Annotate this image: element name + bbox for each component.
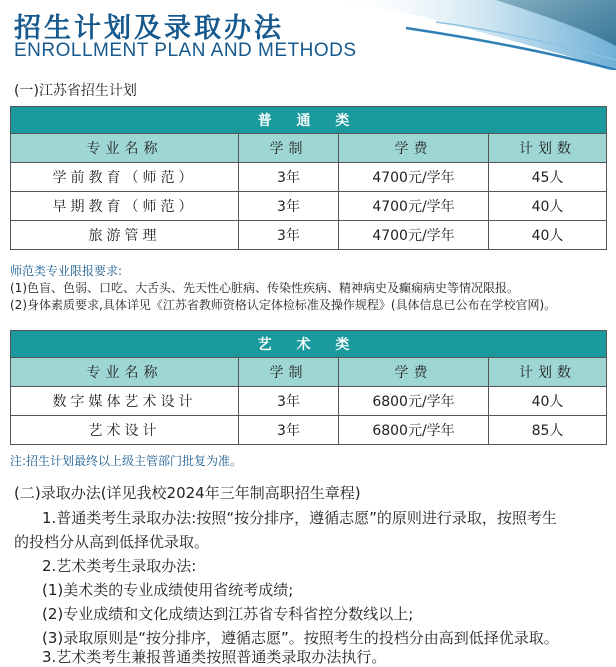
col-quota: 计划数 <box>489 134 607 163</box>
note-line-2: (2)身体素质要求,具体详见《江苏省教师资格认定体检标准及操作规程》(具体信息已公布在学校官网)。 <box>10 298 557 312</box>
general-plan-table <box>10 106 607 250</box>
cell-fee: 6800元/学年 <box>339 416 489 445</box>
header-row <box>11 134 607 163</box>
notes-title: 师范类专业限报要求: <box>10 264 123 278</box>
col-quota: 计划数 <box>489 358 607 387</box>
header-row <box>11 358 607 387</box>
page-title: 招生计划及录取办法 <box>14 13 284 44</box>
rule-art-3: (3)录取原则是“按分排序，遵循志愿”。按照考生的投档分由高到低择优录取。 <box>42 629 559 647</box>
table-row <box>11 192 607 221</box>
rule-art-2: (2)专业成绩和文化成绩达到江苏省专科省控分数线以上; <box>42 605 414 623</box>
plan-footnote: 注:招生计划最终以上级主管部门批复为准。 <box>10 454 243 468</box>
cell-quota: 40人 <box>489 221 607 250</box>
table-row <box>11 221 607 250</box>
category-art: 艺 术 类 <box>11 331 607 358</box>
section-2-title: (二)录取办法(详见我校2024年三年制高职招生章程) <box>14 484 361 502</box>
col-duration: 学制 <box>239 134 339 163</box>
note-line-1: (1)色盲、色弱、口吃、大舌头、先天性心脏病、传染性疾病、精神病史及癫痫病史等情况限报。 <box>10 281 520 295</box>
col-major: 专业名称 <box>11 358 239 387</box>
cell-major: 学前教育（师范） <box>11 163 239 192</box>
cell-fee: 6800元/学年 <box>339 387 489 416</box>
col-major: 专业名称 <box>11 134 239 163</box>
cell-quota: 40人 <box>489 192 607 221</box>
cell-duration: 3年 <box>239 221 339 250</box>
rule-cross-apply: 3.艺术类考生兼报普通类按照普通类录取办法执行。 <box>42 648 387 666</box>
cell-duration: 3年 <box>239 163 339 192</box>
cell-major: 旅游管理 <box>11 221 239 250</box>
col-fee: 学费 <box>339 134 489 163</box>
table-row <box>11 387 607 416</box>
rule-general-line-2: 的投档分从高到低择优录取。 <box>14 533 210 551</box>
cell-major: 艺术设计 <box>11 416 239 445</box>
section-1-title: (一)江苏省招生计划 <box>14 83 137 99</box>
rule-art-1: (1)美术类的专业成绩使用省统考成绩; <box>42 581 294 599</box>
cell-major: 早期教育（师范） <box>11 192 239 221</box>
col-duration: 学制 <box>239 358 339 387</box>
cell-major: 数字媒体艺术设计 <box>11 387 239 416</box>
cell-fee: 4700元/学年 <box>339 163 489 192</box>
category-general: 普 通 类 <box>11 107 607 134</box>
cell-duration: 3年 <box>239 416 339 445</box>
table-row <box>11 416 607 445</box>
cell-quota: 40人 <box>489 387 607 416</box>
cell-fee: 4700元/学年 <box>339 221 489 250</box>
category-row <box>11 107 607 134</box>
page-subtitle: ENROLLMENT PLAN AND METHODS <box>14 40 357 61</box>
category-row <box>11 331 607 358</box>
cell-duration: 3年 <box>239 192 339 221</box>
rule-art-title: 2.艺术类考生录取办法: <box>42 557 197 575</box>
col-fee: 学费 <box>339 358 489 387</box>
cell-quota: 45人 <box>489 163 607 192</box>
cell-fee: 4700元/学年 <box>339 192 489 221</box>
page-header <box>0 0 616 70</box>
cell-quota: 85人 <box>489 416 607 445</box>
cell-duration: 3年 <box>239 387 339 416</box>
rule-general-line-1: 1.普通类考生录取办法:按照“按分排序，遵循志愿”的原则进行录取，按照考生 <box>42 509 557 527</box>
art-plan-table <box>10 330 607 445</box>
table-row <box>11 163 607 192</box>
